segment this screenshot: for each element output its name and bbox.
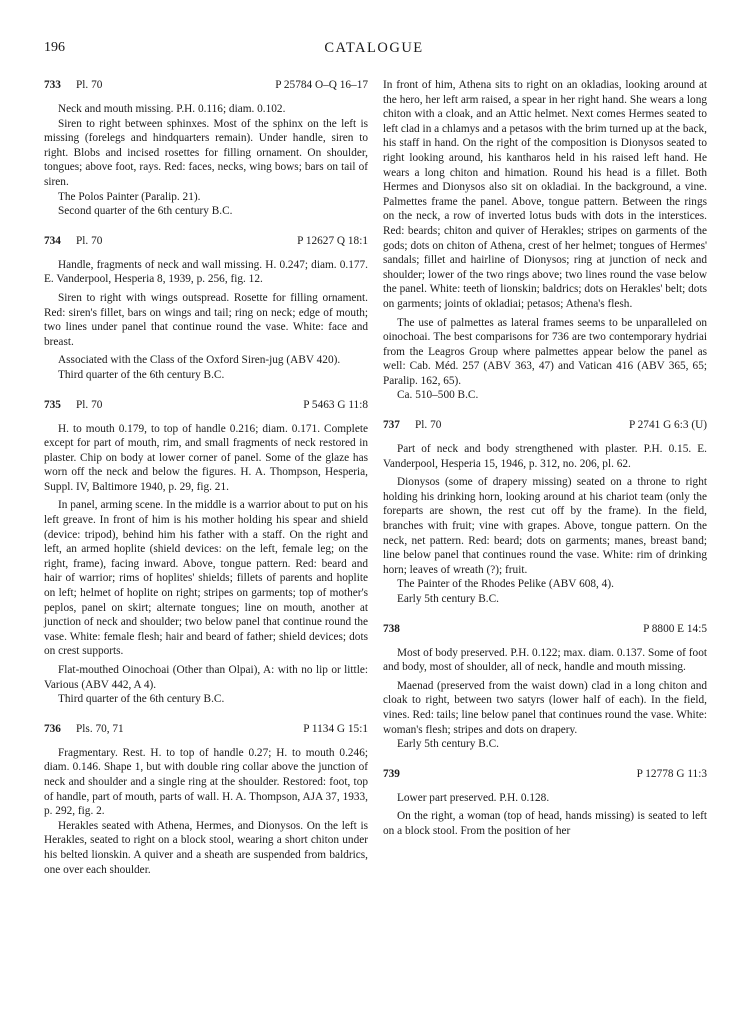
entry-header: [383, 767, 707, 782]
catalogue-entry-737: [383, 418, 707, 607]
date-text: Early 5th century B.C.: [397, 593, 499, 605]
description-text: Dionysos (some of drapery missing) seated on a throne to right holding his drinking horn, looking around at his chariot team (only the foreparts are shown, the rest cut off by the frame). In the field, branches with fruit; vine with grapes. Above, tongue pattern. On the neck, net pattern. Red: beard; dots on garments; manes, breast band; line below panel that continues round the vase. White: rim of drinking horn; leaves of wreath (?); fruit.: [383, 476, 707, 576]
date-text: Ca. 510–500 B.C.: [397, 389, 479, 402]
inventory-and-deposit: P 12627 Q 18:1: [297, 234, 368, 247]
entry-number: 734: [44, 234, 61, 247]
condition-text: Fragmentary. Rest. H. to top of handle 0.27; H. to mouth 0.246; diam. 0.146. Shape 1, but with double ring collar above the junction of neck and shoulder and a single ring at the shoulder. Restored: foot, top of handle, part of mouth, parts of wall. H. A. Thompson, AJA 37, 1933, p. 292, fig. 2.: [44, 746, 368, 818]
entry-header: [383, 418, 707, 433]
right-column: [383, 78, 707, 854]
plate-reference: Pl. 70: [76, 398, 103, 411]
plate-reference: Pl. 70: [76, 79, 103, 91]
condition-text: Part of neck and body strengthened with plaster. P.H. 0.15. E. Vanderpool, Hesperia 15, 1946, p. 312, no. 206, pl. 62.: [383, 443, 707, 470]
entry-header: [383, 622, 707, 637]
plate-reference: Pl. 70: [415, 419, 442, 432]
classification-text: Flat-mouthed Oinochoai (Other than Olpai), A: with no lip or little: Various (ABV 442, A 4).: [44, 664, 368, 691]
running-head: CATALOGUE: [324, 40, 424, 56]
catalogue-entry-738: [383, 622, 707, 752]
attribution-text: The Painter of the Rhodes Pelike (ABV 608, 4).: [397, 578, 614, 591]
description-text: Herakles seated with Athena, Hermes, and Dionysos. On the left is Herakles, seated to right on a block stool, wearing a short chiton under his belted lionskin. A quiver and a sheath are suspended from baldrics, one over each shoulder.: [44, 819, 368, 876]
plate-reference: Pl. 70: [76, 234, 103, 247]
entry-header: [44, 722, 368, 737]
description-text: On the right, a woman (top of head, hands missing) is seated to left on a block stool. From the position of her: [383, 810, 707, 837]
date-text: Third quarter of the 6th century B.C.: [58, 368, 225, 381]
inventory-and-deposit: P 2741 G 6:3 (U): [628, 419, 707, 432]
catalogue-entry-736-continued: [383, 78, 707, 403]
page-header: [44, 40, 704, 62]
entry-header: [44, 78, 368, 93]
condition-text: Handle, fragments of neck and wall missing. H. 0.247; diam. 0.177. E. Vanderpool, Hesperia 8, 1939, p. 256, fig. 12.: [44, 258, 368, 286]
entry-number: 738: [383, 622, 400, 635]
entry-number: 737: [383, 419, 400, 432]
entry-number: 736: [44, 722, 61, 735]
attribution-text: The Polos Painter (Paralip. 21).: [58, 190, 201, 203]
condition-text: Lower part preserved. P.H. 0.128.: [397, 791, 550, 804]
date-text: Third quarter of the 6th century B.C.: [58, 693, 225, 706]
condition-text: Neck and mouth missing. P.H. 0.116; diam. 0.102.: [58, 103, 286, 115]
page-number: 196: [44, 40, 65, 55]
inventory-and-deposit: P 8800 E 14:5: [643, 622, 707, 635]
condition-text: Most of body preserved. P.H. 0.122; max. diam. 0.137. Some of foot and body, most of shoulder, all of neck, handle and mouth missing.: [383, 646, 707, 674]
inventory-and-deposit: P 12778 G 11:3: [636, 767, 707, 780]
plate-reference: Pls. 70, 71: [76, 722, 124, 735]
commentary-text: The use of palmettes as lateral frames seems to be unparalleled on oinochoai. The best comparisons for 736 are two contemporary hydriai from the Leagros Group where palmettes appear below the panel as well: Cab. Méd. 257 (ABV 363, 47) and Vatican 416 (ABV 365, 65; Paralip. 162, 65).: [383, 316, 707, 387]
entry-number: 733: [44, 79, 61, 91]
description-text-continued: In front of him, Athena sits to right on an okladias, looking around at the hero, her left arm raised, a spear in her right hand. She wears a long chiton with a cloak, and an Attic helmet. Next comes Hermes seated to left clad in a chlamys and a petasos with the brim turned up at the back, his staff in hand. On the right of the composition is Dionysos seated to right looking around, his kantharos held in his raised left hand. He wears a long chiton and himation. Round his head is a fillet. Both Hermes and Dionysos also sit on okladiai. In the background, a vine. Palmettes frame the panel. Above, tongue pattern. Between the rings on the neck, a row of inverted lotus buds with dots in the interstices. Red: beards; chiton and quiver of Herakles; stripes on garments of the gods; dots on chiton of Athena, crest of her helmet; tongues of Hermes' sandals; fillet and hairline of Dionysos; ring at junction of neck and shoulder; lower of the two rings above; two lines round the vase below the panel. White: teeth of lionskin; baldrics; dots on Herakles' belt; dots on garments; joints of okladiai; petasos; Athena's flesh.: [383, 79, 707, 310]
catalogue-entry-733: [44, 78, 368, 219]
description-text: Siren to right with wings outspread. Rosette for filling ornament. Red: siren's fillet, bars on wings and tail; ring on neck; edge of mouth; two lines under panel that continue round the vase. White: face and breast.: [44, 291, 368, 348]
inventory-and-deposit: P 5463 G 11:8: [303, 398, 368, 411]
entry-header: [44, 398, 368, 413]
entry-number: 739: [383, 767, 400, 780]
description-text: Maenad (preserved from the waist down) clad in a long chiton and cloak to right, between two satyrs (lower half of each). In the field, vines. Red: tails; line below panel that continues round the vase. White: woman's flesh; stripes and dots on drapery.: [383, 679, 707, 736]
entry-number: 735: [44, 398, 61, 411]
inventory-and-deposit: P 1134 G 15:1: [303, 722, 368, 735]
date-text: Second quarter of the 6th century B.C.: [58, 205, 233, 218]
description-text: In panel, arming scene. In the middle is a warrior about to put on his left greave. In front of him is his mother holding his spear and shield (device: tripod), behind him his father with a staff. On the right and left, an armed hoplite (shield devices: on the left, female leg; on the right, frame), facing inward. Above, tongue pattern. Red: beard and hair of warrior; rims of hoplites' shields; fillets of parents and hoplite on left; helmet of hoplite on right; stripes on garments; top of mother's peplos, panel on skirt; alternate tongues; line on mouth, another at junction of neck and shoulder; two below panel that continue round the vase. White: female flesh; hair and beard of father; shield devices; dots on crest supports.: [44, 499, 368, 658]
association-text: Associated with the Class of the Oxford Siren-jug (ABV 420).: [58, 354, 341, 367]
description-text: Siren to right between sphinxes. Most of the sphinx on the left is missing (forelegs and hindquarters remain). Under handle, siren to right. Blobs and incised rosettes for filling ornament. On shoulder, tongues; above foot, rays. Red: faces, necks, wing bows; bars on tail of siren.: [44, 117, 368, 188]
entry-header: [44, 234, 368, 249]
catalogue-entry-736: [44, 722, 368, 877]
catalogue-entry-739: [383, 767, 707, 839]
left-column: [44, 78, 368, 892]
condition-text: H. to mouth 0.179, to top of handle 0.216; diam. 0.171. Complete except for part of mouth, rim, and small fragments of neck restored in plaster. Chip on body at lower corner of panel. Some of the glaze has worn off the neck and below the figures. H. A. Thompson, Hesperia, Suppl. IV, Baltimore 1940, p. 29, fig. 21.: [44, 422, 368, 493]
catalogue-entry-735: [44, 398, 368, 707]
date-text: Early 5th century B.C.: [397, 738, 499, 751]
catalogue-entry-734: [44, 234, 368, 383]
inventory-and-deposit: P 25784 O–Q 16–17: [275, 79, 368, 91]
